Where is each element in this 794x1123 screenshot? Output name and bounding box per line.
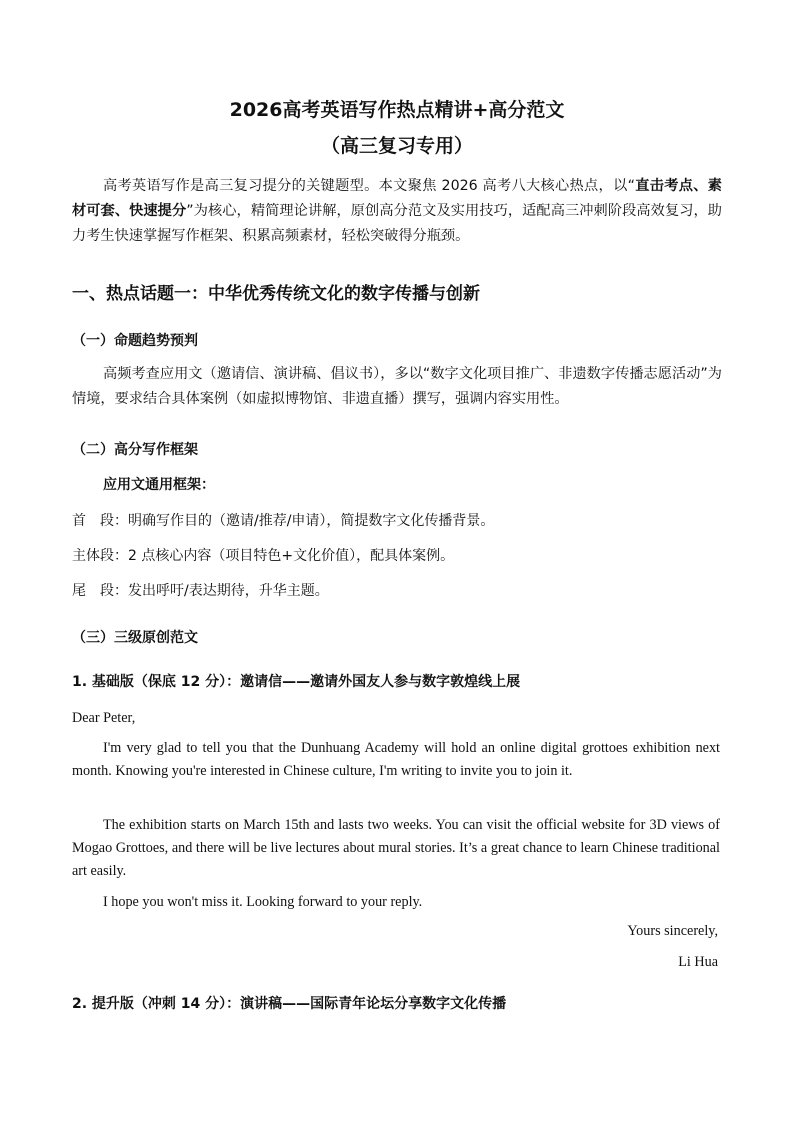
letter-paragraph-2: The exhibition starts on March 15th and lasts two weeks. You can visit the official website for 3D views of Mogao Grottoes, and there will be live lectures about mural stories. It’s a great chance to learn Chinese traditional art easily. (72, 817, 720, 879)
framework-item-body: 主体段：2 点核心内容（项目特色+文化价值），配具体案例。 (72, 548, 455, 564)
letter-closing: Yours sincerely, (627, 923, 718, 939)
letter-paragraph-3: I hope you won't miss it. Looking forward to your reply. (103, 894, 423, 910)
subsection-heading-examples: （三）三级原创范文 (72, 630, 198, 646)
example-heading-basic: 1. 基础版（保底 12 分）：邀请信——邀请外国友人参与数字敦煌线上展 (72, 674, 521, 690)
letter-paragraph-1: I'm very glad to tell you that the Dunhuang Academy will hold an online digital grottoes exhibition next month. Knowing you're interested in Chinese culture, I'm writing to invite you to join it. (72, 740, 720, 779)
subsection-heading-trend: （一）命题趋势预判 (72, 333, 198, 349)
framework-label: 应用文通用框架： (103, 477, 215, 493)
intro-paragraph (72, 174, 722, 249)
framework-item-first: 首 段：明确写作目的（邀请/推荐/申请），简提数字文化传播背景。 (72, 513, 495, 529)
document-subtitle: （高三复习专用） (320, 135, 473, 157)
document-title: 2026高考英语写作热点精讲+高分范文 (229, 99, 565, 121)
intro-bold-text: 直击考点、素材可套、快速提分 (72, 178, 722, 219)
intro-text-2: ”为核心，精简理论讲解，原创高分范文及实用技巧，适配高三冲刺阶段高效复习，助力考生快速掌握写作框架、积累高频素材，轻松突破得分瓶颈。 (72, 203, 722, 244)
subsection-heading-framework: （二）高分写作框架 (72, 442, 198, 458)
section-heading: 一、热点话题一：中华优秀传统文化的数字传播与创新 (72, 284, 480, 304)
trend-paragraph: 高频考查应用文（邀请信、演讲稿、倡议书），多以“数字文化项目推广、非遗数字传播志愿活动”为情境，要求结合具体案例（如虚拟博物馆、非遗直播）撰写，强调内容实用性。 (72, 366, 722, 407)
framework-item-last: 尾 段：发出呼吁/表达期待，升华主题。 (72, 583, 329, 599)
letter-salutation: Dear Peter, (72, 710, 136, 726)
intro-text-1: 高考英语写作是高三复习提分的关键题型。本文聚焦 2026 高考八大核心热点，以“ (103, 178, 635, 194)
example-heading-advanced: 2. 提升版（冲刺 14 分）：演讲稿——国际青年论坛分享数字文化传播 (72, 996, 507, 1012)
letter-signature: Li Hua (678, 954, 718, 970)
